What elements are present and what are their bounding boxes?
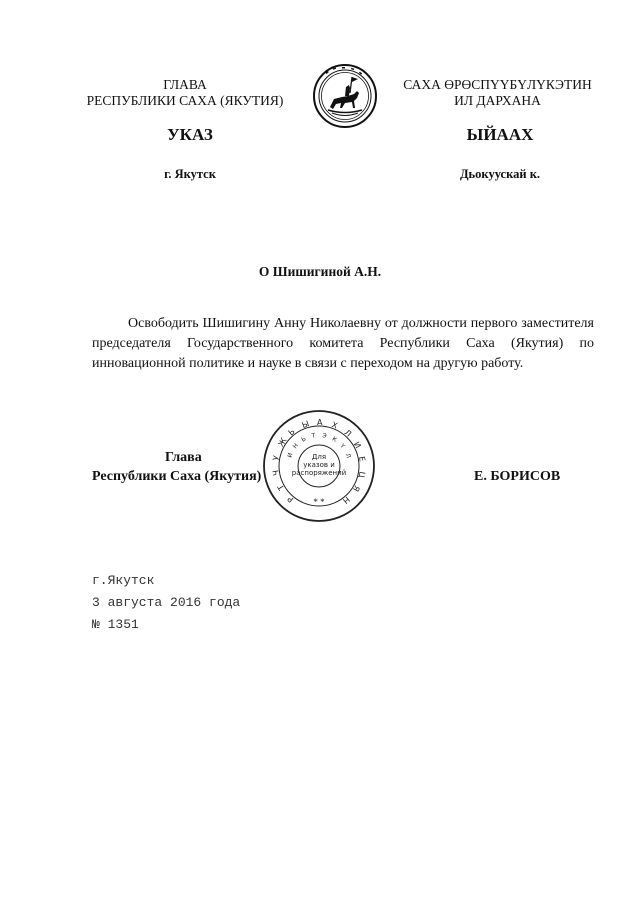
document-title: О Шишигиной А.Н.	[258, 264, 382, 279]
coat-of-arms-emblem	[312, 63, 378, 129]
svg-text:Е: Е	[357, 455, 367, 463]
footer-block	[92, 570, 240, 636]
stamp-center-line3: распоряжений	[291, 469, 347, 477]
svg-text:Л: Л	[343, 452, 352, 460]
header-right-line2: ИЛ ДАРХАНА	[454, 93, 541, 108]
svg-text:Т: Т	[311, 432, 316, 440]
svg-text:Э: Э	[321, 432, 328, 440]
stamp-center-line1: Для	[311, 453, 327, 461]
svg-text:Ч: Ч	[271, 469, 281, 477]
svg-text:Л: Л	[342, 427, 353, 439]
svg-text:Ж: Ж	[276, 436, 289, 449]
document-body: Освободить Шишигину Анну Николаевну от должности первого заместителя председателя Государственного комитета Республики Саха (Якутия) по инновационной политике и науке в связи с переходом на другую работу.	[92, 316, 594, 371]
signer-position-line1: Глава	[165, 450, 202, 465]
svg-text:Т: Т	[275, 482, 287, 492]
stamp-center-text	[262, 453, 376, 477]
svg-text:И: И	[351, 440, 363, 450]
svg-text:* *: * *	[313, 497, 325, 507]
city-sakha: Дьокуускай к.	[459, 167, 541, 181]
stamp-center-line2: указов и	[303, 461, 335, 469]
signer-position-line2: Республики Саха (Якутия)	[92, 469, 262, 484]
footer-date: 3 августа 2016 года	[92, 595, 241, 610]
svg-text:Ь: Ь	[300, 435, 308, 444]
svg-text:Я: Я	[350, 483, 362, 494]
svg-text:Ь: Ь	[286, 426, 297, 438]
svg-text:Ү: Ү	[338, 442, 347, 450]
footer-number: № 1351	[92, 617, 139, 632]
header-left-line1: ГЛАВА	[163, 77, 207, 92]
svg-text:К: К	[330, 435, 338, 444]
svg-text:Ы: Ы	[300, 419, 311, 431]
signer-name: Е. БОРИСОВ	[474, 469, 561, 484]
svg-text:Н: Н	[340, 494, 352, 506]
header-right	[390, 77, 605, 109]
svg-text:Р: Р	[285, 494, 296, 505]
header-left	[70, 77, 300, 109]
official-stamp	[262, 409, 376, 523]
header-right-line1: САХА ӨРӨСПҮҮБҮЛҮКЭТИН	[403, 77, 592, 92]
svg-text:Ц: Ц	[356, 470, 367, 479]
svg-text:И: И	[286, 452, 295, 459]
svg-text:У: У	[271, 454, 282, 462]
decree-kind-sakha: ЫЙААХ	[466, 125, 534, 144]
decree-kind-ru: УКАЗ	[167, 125, 213, 144]
svg-text:Н: Н	[291, 442, 300, 451]
svg-text:А: А	[317, 418, 323, 427]
svg-text:Х: Х	[330, 420, 339, 431]
header-left-line2: РЕСПУБЛИКИ САХА (ЯКУТИЯ)	[86, 93, 284, 108]
city-ru: г. Якутск	[164, 167, 216, 181]
footer-place: г.Якутск	[92, 573, 155, 588]
